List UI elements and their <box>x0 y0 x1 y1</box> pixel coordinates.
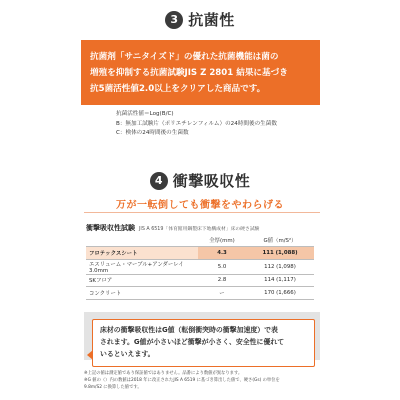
g-value-cell: 114 (1,117) <box>246 274 314 287</box>
box-line: 抗5菌活性値2.0以上をクリアした商品です。 <box>90 84 266 94</box>
footnotes <box>84 370 324 391</box>
g-value-cell: 170 (1,666) <box>246 287 314 300</box>
section-title: 抗菌性 <box>188 11 235 29</box>
table-row <box>86 247 314 260</box>
g-value-callout <box>92 319 315 367</box>
material-cell: フロテックスシート <box>86 247 198 260</box>
g-value-cell: 112 (1,098) <box>246 259 314 274</box>
table-row <box>86 287 314 300</box>
table-header-row <box>86 234 314 247</box>
callout-line: 床材の衝撃吸収性はG値（転倒衝突時の衝撃加速度）で表 <box>100 326 278 334</box>
box-line: 増殖を抑制する抗菌試験JIS Z 2801 結果に基づき <box>90 68 288 78</box>
section-number-badge: 3 <box>165 11 183 29</box>
g-value-cell: 111 (1,088) <box>246 247 314 260</box>
thickness-cell: ー <box>198 287 246 300</box>
footnote-line: ※G 値の（）内の数値は2018 年に改正されたJIS A 6519 に基づき算出した値で、硬さ(Gs) の単位を <box>84 378 280 383</box>
thickness-cell: 4.3 <box>198 247 246 260</box>
antibacterial-description-box <box>81 40 320 105</box>
impact-absorption-table <box>86 234 314 300</box>
column-header <box>86 234 198 247</box>
box-line: 抗菌剤「サニタイズド」の優れた抗菌機能は菌の <box>90 52 279 62</box>
section-subtitle: 万が一転倒しても衝撃をやわらげる <box>116 200 284 211</box>
thickness-cell: 2.8 <box>198 274 246 287</box>
table-title-text: 衝撃吸収性試験 <box>86 224 135 232</box>
formula-line: 抗菌活性値＝Log(B/C) <box>116 111 174 117</box>
antibacterial-formula <box>116 110 277 139</box>
callout-line: されます。G値が小さいほど衝撃が小さく、安全性に優れて <box>100 338 285 346</box>
material-cell: コンクリート <box>86 287 198 300</box>
formula-line: B：無加工試験片（ポリエチレンフィルム）の24時間後の生菌数 <box>116 120 277 127</box>
column-header: G値（m/S²） <box>246 234 314 247</box>
subtitle-divider <box>84 212 320 213</box>
material-cell: エスリューム・マーブル+アンダーレイ3.0mm <box>86 259 198 274</box>
table-row <box>86 274 314 287</box>
section-title: 衝撃吸収性 <box>172 172 251 190</box>
table-title <box>86 223 259 233</box>
section-3-header <box>0 9 400 30</box>
table-row <box>86 259 314 274</box>
callout-line: いるといえます。 <box>100 350 155 358</box>
table-title-standard: JIS A 6519「体育館用鋼製床下地構成材」床の硬さ試験 <box>139 227 260 232</box>
footnote-line: ※上記の値は測定値であり保証値ではありません。品番により数値が異なります。 <box>84 371 243 376</box>
column-header: 全厚(mm) <box>198 234 246 247</box>
thickness-cell: 5.0 <box>198 259 246 274</box>
material-cell: SKフロア <box>86 274 198 287</box>
formula-line: C：検体の24時間後の生菌数 <box>116 130 189 136</box>
section-4-header <box>0 170 400 191</box>
footnote-line: 9.8m/S2 に換算した値です。 <box>84 385 142 390</box>
section-number-badge: 4 <box>150 172 168 190</box>
